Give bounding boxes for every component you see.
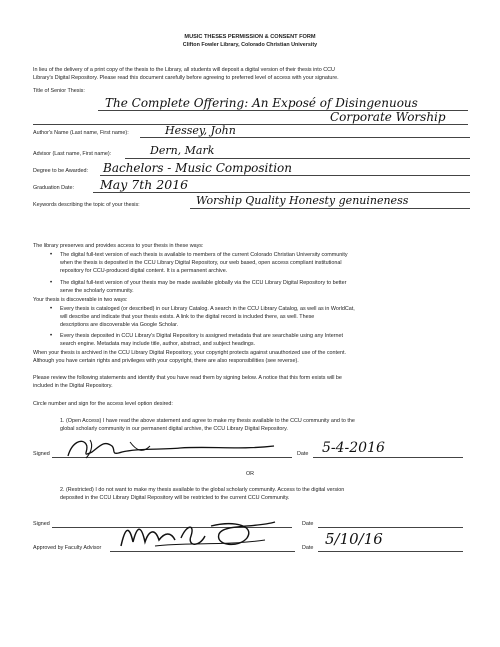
graduation-value: May 7th 2016 — [100, 177, 189, 192]
bullet-1-line-3: repository for CCU-produced digital content. It is a permanent archive. — [60, 268, 228, 274]
bullet-dot: • — [50, 252, 53, 258]
signed-label-2: Signed — [33, 521, 50, 527]
or-divider: OR — [245, 471, 255, 477]
bullet-4-line-2: search engine. Metadata may include title, author, abstract, and subject headings. — [60, 341, 256, 347]
form-subtitle: Clifton Fowler Library, Colorado Christian University — [182, 42, 318, 48]
keywords-underline — [190, 208, 470, 209]
degree-underline — [100, 175, 470, 176]
signed-label: Signed — [33, 451, 50, 457]
bullet-4-line-1: Every thesis deposited in CCU Library's Digital Repository is assigned metadata that are searchable using any Internet — [60, 333, 343, 339]
advisor-label: Advisor (Last name, First name): — [33, 151, 112, 157]
discover-intro: Your thesis is discoverable in two ways: — [33, 297, 128, 303]
archive-line-2: Although you have certain rights and privileges with your copyright, there are also responsibilities (see reverse). — [33, 358, 299, 364]
graduation-label: Graduation Date: — [33, 185, 75, 191]
author-underline — [140, 137, 470, 138]
preserve-intro: The library preserves and provides access to your thesis in these ways: — [33, 243, 204, 249]
bullet-2-line-1: The digital full-text version of your thesis may be made available globally via the CCU Library Digital Repository to better — [60, 280, 347, 286]
graduation-underline — [93, 192, 470, 193]
option-1-line-1[interactable]: 1. (Open Access) I have read the above statement and agree to make my thesis available to the CCU community and to the — [60, 418, 355, 424]
degree-label: Degree to be Awarded: — [33, 168, 89, 174]
archive-line-1: When your thesis is archived in the CCU Library Digital Repository, your copyright protects against unauthorized use of the content. — [33, 350, 347, 356]
date-line-3[interactable] — [318, 551, 463, 552]
title-value-line-1: The Complete Offering: An Exposé of Disingenuous — [105, 96, 418, 110]
approved-label: Approved by Faculty Advisor — [33, 545, 102, 551]
title-underline-2 — [33, 124, 468, 125]
bullet-3-line-1: Every thesis is cataloged (or described) in our Library Catalog. A search in the CCU Library Catalog, as well as in WorldCat, — [60, 306, 355, 312]
date-line-1[interactable] — [313, 457, 463, 458]
circle-instruction: Circle number and sign for the access level option desired: — [33, 401, 173, 407]
bullet-dot: • — [50, 306, 53, 312]
advisor-value: Dern, Mark — [150, 144, 215, 157]
bullet-2-line-2: serve the scholarly community. — [60, 288, 134, 294]
intro-line-2: Library's Digital Repository. Please read this document carefully before agreeing to preferred level of access with your signature. — [33, 75, 339, 81]
option-2-line-2: deposited in the CCU Library Digital Repository will be restricted to the current CCU Community. — [60, 495, 290, 501]
review-line-1: Please review the following statements and identify that you have read them by signing below. A notice that this form exists will be — [33, 375, 342, 381]
review-line-2: included in the Digital Repository. — [33, 383, 113, 389]
signed-date-value: 5-4-2016 — [322, 440, 385, 456]
date-label-2: Date — [302, 521, 314, 527]
title-label: Title of Senior Thesis: — [33, 88, 85, 94]
degree-value: Bachelors - Music Composition — [103, 161, 293, 175]
intro-line-1: In lieu of the delivery of a print copy of the thesis to the Library, all students will deposit a digital version of their thesis into CCU — [33, 67, 335, 73]
bullet-1-line-1: The digital full-text version of each thesis is available to members of the current Colorado Christian University community — [60, 252, 348, 258]
advisor-signature — [115, 516, 285, 556]
keywords-value: Worship Quality Honesty genuineness — [196, 194, 409, 207]
bullet-dot: • — [50, 333, 53, 339]
approved-date-value: 5/10/16 — [325, 530, 383, 548]
option-1-line-2: global scholarly community in our permanent digital archive, the CCU Library Digital Repository. — [60, 426, 288, 432]
author-label: Author's Name (Last name, First name): — [33, 130, 129, 136]
advisor-underline — [125, 158, 470, 159]
bullet-3-line-3: descriptions are discoverable via Google Scholar. — [60, 322, 179, 328]
keywords-label: Keywords describing the topic of your thesis: — [33, 202, 140, 208]
form-title: MUSIC THESES PERMISSION & CONSENT FORM — [184, 34, 316, 40]
author-value: Hessey, John — [165, 124, 236, 137]
date-line-2[interactable] — [318, 527, 463, 528]
title-value-line-2: Corporate Worship — [330, 110, 446, 124]
student-signature — [60, 436, 280, 462]
bullet-1-line-2: when the thesis is deposited in the CCU Library Digital Repository, our web based, open access compliant institutional — [60, 260, 342, 266]
option-2-line-1[interactable]: 2. (Restricted) I do not want to make my thesis available to the global scholarly community. Access to the digital version — [60, 487, 345, 493]
bullet-3-line-2: will describe and indicate that your thesis exists. A link to the digital record is included there, as well. These — [60, 314, 315, 320]
date-label: Date — [297, 451, 309, 457]
date-label-3: Date — [302, 545, 314, 551]
bullet-dot: • — [50, 280, 53, 286]
